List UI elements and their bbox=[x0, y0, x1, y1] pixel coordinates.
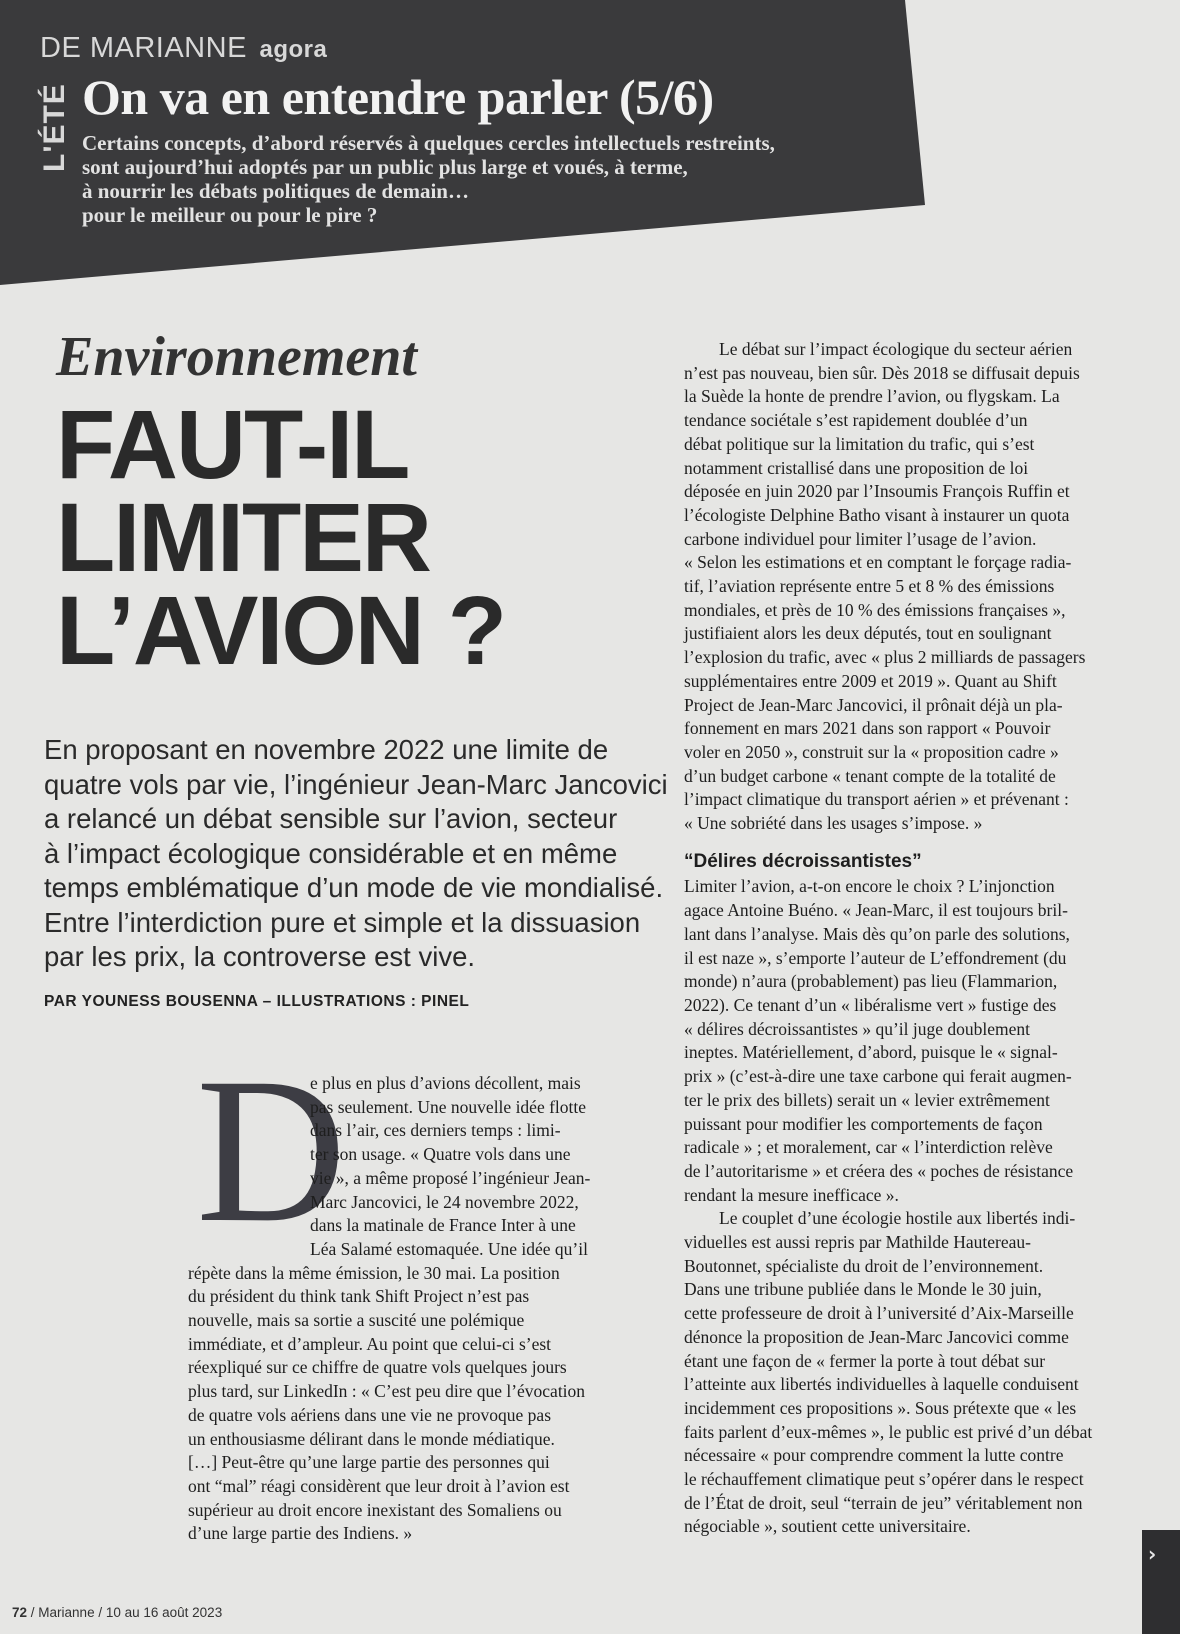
section-label: Environnement bbox=[56, 326, 417, 388]
intro-line: Certains concepts, d’abord réservés à quelques cercles intellectuels restreints, bbox=[82, 131, 775, 155]
intro-line: sont aujourd’hui adoptés par un public plus large et voués, à terme, bbox=[82, 155, 688, 179]
text-line: […] Peut-être qu’une large partie des personnes qui bbox=[188, 1452, 550, 1473]
text-line: du président du think tank Shift Project n’est pas bbox=[188, 1286, 530, 1307]
text-line: « délires décroissantistes » qu’il juge doublement bbox=[684, 1018, 1031, 1039]
text-line: carbone individuel pour limiter l’usage de l’avion. bbox=[684, 528, 1037, 549]
text-line: rendant la mesure inefficace ». bbox=[684, 1184, 899, 1205]
paragraph bbox=[684, 338, 1142, 836]
text-line: Limiter l’avion, a-t-on encore le choix ? L’injonction bbox=[684, 876, 1055, 897]
standfirst-line: En proposant en novembre 2022 une limite de bbox=[44, 734, 609, 765]
series-title: On va en entendre parler (5/6) bbox=[82, 69, 714, 125]
text-line: l’écologiste Delphine Batho visant à instaurer un quota bbox=[684, 504, 1070, 525]
chevron-right-icon[interactable]: › bbox=[1148, 1542, 1157, 1566]
paragraph bbox=[684, 875, 1142, 1207]
headline bbox=[56, 390, 506, 685]
text-line: pas seulement. Une nouvelle idée flotte bbox=[310, 1096, 587, 1117]
text-line: le réchauffement climatique peut s’opérer dans le respect bbox=[684, 1469, 1084, 1490]
text-line: Dans une tribune publiée dans le Monde le 30 juin, bbox=[684, 1279, 1042, 1300]
intro-line: à nourrir les débats politiques de demain… bbox=[82, 179, 469, 203]
text-line: Project de Jean-Marc Jancovici, il prônait déjà un pla- bbox=[684, 694, 1063, 715]
byline: PAR YOUNESS BOUSENNA – ILLUSTRATIONS : PINEL bbox=[44, 993, 470, 1010]
kicker-tag: agora bbox=[259, 36, 328, 63]
text-line: Léa Salamé estomaquée. Une idée qu’il bbox=[310, 1238, 588, 1259]
text-line: « Selon les estimations et en comptant le forçage radia- bbox=[684, 552, 1072, 573]
text-line: débat politique sur la limitation du trafic, qui s’est bbox=[684, 433, 1035, 454]
text-line: de l’autoritarisme » et créera des « poches de résistance bbox=[684, 1160, 1074, 1181]
paragraph bbox=[684, 1207, 1142, 1539]
text-line: nécessaire « pour comprendre comment la lutte contre bbox=[684, 1445, 1064, 1466]
intro-line: pour le meilleur ou pour le pire ? bbox=[82, 203, 378, 227]
text-line: déposée en juin 2020 par l’Insoumis François Ruffin et bbox=[684, 481, 1070, 502]
text-line: l’impact climatique du transport aérien » et prévenant : bbox=[684, 789, 1069, 810]
vertical-tag: L'ÉTÉ bbox=[38, 83, 71, 172]
series-intro bbox=[82, 131, 922, 227]
text-line: voler en 2050 », construit sur la « proposition cadre » bbox=[684, 741, 1059, 762]
standfirst-line: temps emblématique d’un mode de vie mondialisé. bbox=[44, 872, 664, 903]
text-line: incidemment ces propositions ». Sous prétexte que « les bbox=[684, 1397, 1077, 1418]
text-line: tendance sociétale s’est rapidement doublée d’un bbox=[684, 410, 1028, 431]
text-line: ont “mal” réagi considèrent que leur droit à l’avion est bbox=[188, 1475, 570, 1496]
text-line: dénonce la proposition de Jean-Marc Jancovici comme bbox=[684, 1326, 1069, 1347]
text-line: « Une sobriété dans les usages s’impose. » bbox=[684, 813, 983, 834]
text-line: l’atteinte aux libertés individuelles à laquelle conduisent bbox=[684, 1374, 1079, 1395]
headline-line: FAUT-IL bbox=[56, 390, 409, 499]
text-line: la Suède la honte de prendre l’avion, ou flygskam. La bbox=[684, 386, 1060, 407]
standfirst-line: a relancé un débat sensible sur l’avion, secteur bbox=[44, 803, 618, 834]
text-line: prix » (c’est-à-dire une taxe carbone qui ferait augmen- bbox=[684, 1066, 1072, 1087]
text-line: il est naze », s’emporte l’auteur de L’effondrement (du bbox=[684, 947, 1067, 968]
standfirst bbox=[44, 733, 674, 975]
text-line: Le débat sur l’impact écologique du secteur aérien bbox=[684, 339, 1073, 359]
subheading: “Délires décroissantistes” bbox=[684, 850, 922, 872]
issue-date: 10 au 16 août 2023 bbox=[105, 1605, 223, 1620]
text-line: un enthousiasme délirant dans le monde médiatique. bbox=[188, 1428, 555, 1449]
text-line: n’est pas nouveau, bien sûr. Dès 2018 se diffusait depuis bbox=[684, 362, 1080, 383]
body-column-right bbox=[684, 338, 1142, 1539]
text-line: e plus en plus d’avions décollent, mais bbox=[310, 1073, 581, 1093]
magazine-name: Marianne bbox=[38, 1605, 95, 1620]
page-footer: 72 / Marianne / 10 au 16 août 2023 bbox=[12, 1605, 223, 1620]
text-line: ter son usage. « Quatre vols dans une bbox=[310, 1144, 571, 1165]
text-line: répète dans la même émission, le 30 mai. La position bbox=[188, 1262, 560, 1283]
drop-cap: D bbox=[196, 1035, 347, 1265]
text-line: faits parlent d’eux-mêmes », le public est privé d’un débat bbox=[684, 1421, 1093, 1442]
text-line: réexpliqué sur ce chiffre de quatre vols quelques jours bbox=[188, 1357, 567, 1378]
text-line: mondiales, et près de 10 % des émissions françaises », bbox=[684, 599, 1066, 620]
text-line: Marc Jancovici, le 24 novembre 2022, bbox=[310, 1191, 579, 1212]
text-line: notamment cristallisé dans une proposition de loi bbox=[684, 457, 1029, 478]
text-line: supérieur au droit encore inexistant des Somaliens ou bbox=[188, 1499, 562, 1520]
text-line: Boutonnet, spécialiste du droit de l’environnement. bbox=[684, 1255, 1044, 1276]
text-line: supplémentaires entre 2009 et 2019 ». Quant au Shift bbox=[684, 670, 1057, 691]
text-line: nouvelle, mais sa sortie a suscité une polémique bbox=[188, 1310, 525, 1331]
text-line: ter le prix des billets) serait un « levier extrêmement bbox=[684, 1089, 1050, 1110]
text-line: étant une façon de « fermer la porte à tout débat sur bbox=[684, 1350, 1046, 1371]
text-line: cette professeure de droit à l’université d’Aix-Marseille bbox=[684, 1303, 1074, 1324]
full-lines bbox=[188, 1262, 658, 1546]
text-line: vie », a même proposé l’ingénieur Jean- bbox=[310, 1167, 591, 1188]
standfirst-line: quatre vols par vie, l’ingénieur Jean-Marc Jancovici bbox=[44, 768, 668, 800]
headline-line: LIMITER bbox=[56, 483, 430, 592]
text-line: monde) n’aura (probablement) pas lieu (Flammarion, bbox=[684, 971, 1058, 992]
text-line: 2022). Ce tenant d’un « libéralisme vert » fustige des bbox=[684, 994, 1057, 1015]
text-line: d’une large partie des Indiens. » bbox=[188, 1523, 413, 1544]
indented-lines bbox=[188, 1072, 658, 1262]
text-line: ineptes. Matériellement, d’abord, puisque le « signal- bbox=[684, 1042, 1058, 1063]
headline-line: L’AVION ? bbox=[56, 576, 506, 685]
text-line: l’explosion du trafic, avec « plus 2 milliards de passagers bbox=[684, 647, 1086, 668]
series-kicker bbox=[40, 32, 327, 65]
page-number: 72 bbox=[12, 1605, 28, 1620]
text-line: lant dans l’analyse. Mais dès qu’on parle des solutions, bbox=[684, 923, 1070, 944]
standfirst-line: à l’impact écologique considérable et en même bbox=[44, 837, 618, 869]
text-line: viduelles est aussi repris par Mathilde Hautereau- bbox=[684, 1232, 1031, 1253]
standfirst-line: par les prix, la controverse est vive. bbox=[44, 941, 476, 972]
text-line: agace Antoine Buéno. « Jean-Marc, il est toujours bril- bbox=[684, 900, 1068, 921]
text-line: tif, l’aviation représente entre 5 et 8 % des émissions bbox=[684, 576, 1055, 597]
text-line: fonnement en mars 2021 dans son rapport « Pouvoir bbox=[684, 718, 1051, 739]
kicker-text: DE MARIANNE bbox=[40, 32, 247, 64]
standfirst-line: Entre l’interdiction pure et simple et la dissuasion bbox=[44, 906, 641, 938]
text-line: d’un budget carbone « tenant compte de la totalité de bbox=[684, 765, 1056, 786]
text-line: dans l’air, ces derniers temps : limi- bbox=[310, 1120, 561, 1141]
text-line: négociable », soutient cette universitaire. bbox=[684, 1516, 971, 1537]
body-column-left bbox=[188, 1072, 658, 1546]
text-line: radicale » ; et moralement, car « l’interdiction relève bbox=[684, 1137, 1053, 1158]
text-line: de l’État de droit, seul “terrain de jeu” véritablement non bbox=[684, 1492, 1083, 1513]
text-line: de quatre vols aériens dans une vie ne provoque pas bbox=[188, 1404, 552, 1425]
text-line: plus tard, sur LinkedIn : « C’est peu dire que l’évocation bbox=[188, 1381, 586, 1402]
text-line: justifiaient alors les deux députés, tout en soulignant bbox=[684, 623, 1052, 644]
text-line: puissant pour modifier les comportements de façon bbox=[684, 1113, 1043, 1134]
text-line: Le couplet d’une écologie hostile aux libertés indi- bbox=[684, 1208, 1076, 1229]
text-line: dans la matinale de France Inter à une bbox=[310, 1215, 576, 1236]
text-line: immédiate, et d’ampleur. Au point que celui-ci s’est bbox=[188, 1333, 552, 1354]
